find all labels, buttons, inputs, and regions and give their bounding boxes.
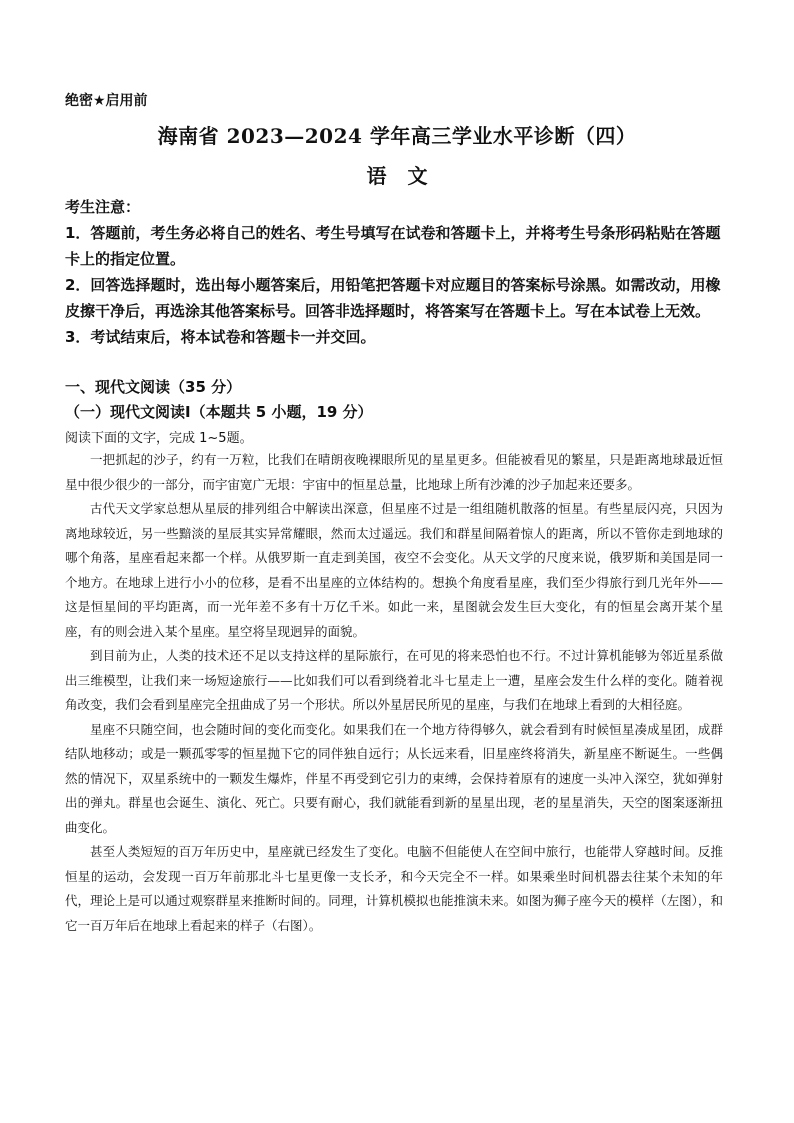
confidential-label: 绝密★启用前 [65, 93, 148, 109]
notice-heading: 考生注意： [65, 198, 141, 216]
exam-title: 海南省 2023—2024 学年高三学业水平诊断（四） [157, 124, 637, 148]
passage-paragraph: 甚至人类短短的百万年历史中，星座就已经发生了变化。电脑不但能使人在空间中旅行，也能带人穿越时间。反推恒星的运动，会发现一百万年前那北斗七星更像一支长矛，和今天完全不一样。如果乘坐时间机器去往某个未知的年代，理论上是可以通过观察群星来推断时间的。同理，计算机模拟也能推演未来。如图为狮子座今天的模样（左图），和它一百万年后在地球上看起来的样子（右图）。 [65, 844, 723, 933]
passage-paragraph: 一把抓起的沙子，约有一万粒，比我们在晴朗夜晚裸眼所见的星星更多。但能被看见的繁星，只是距离地球最近恒星中很少很少的一部分，而宇宙宽广无垠：宇宙中的恒星总量，比地球上所有沙滩的沙子加起来还要多。 [65, 452, 723, 492]
subject-title: 语 文 [366, 164, 428, 188]
reading-passage [65, 448, 723, 938]
notice-item: 3．考试结束后，将本试卷和答题卡一并交回。 [65, 328, 376, 346]
notice-item: 1．答题前，考生务必将自己的姓名、考生号填写在试卷和答题卡上，并将考生号条形码粘贴在答题卡上的指定位置。 [65, 224, 721, 268]
notice-item: 2．回答选择题时，选出每小题答案后，用铅笔把答题卡对应题目的答案标号涂黑。如需改动，用橡皮擦干净后，再选涂其他答案标号。回答非选择题时，将答案写在答题卡上。写在本试卷上无效。 [65, 276, 721, 320]
sub-heading: （一）现代文阅读Ⅰ（本题共 5 小题，19 分） [65, 403, 373, 421]
part-heading: 一、现代文阅读（35 分） [65, 378, 242, 396]
passage-paragraph: 古代天文学家总想从星辰的排列组合中解读出深意，但星座不过是一组组随机散落的恒星。有些星辰闪亮，只因为离地球较近，另一些黯淡的星辰其实异常耀眼，然而太过遥远。我们和群星间隔着惊人的距离，所以不管你走到地球的哪个角落，星座看起来都一个样。从俄罗斯一直走到美国，夜空不会变化。从天文学的尺度来说，俄罗斯和美国是同一个地方。在地球上进行小小的位移，是看不出星座的立体结构的。想换个角度看星座，我们至少得旅行到几光年外——这是恒星间的平均距离，而一光年差不多有十万亿千米。如此一来，星图就会发生巨大变化，有的恒星会离开某个星座，有的则会进入某个星座。星空将呈现迥异的面貌。 [65, 501, 723, 639]
passage-paragraph: 到目前为止，人类的技术还不足以支持这样的星际旅行，在可见的将来恐怕也不行。不过计算机能够为邻近星系做出三维模型，让我们来一场短途旅行——比如我们可以看到绕着北斗七星走上一遭，星座会发生什么样的变化。随着视角改变，我们会看到星座完全扭曲成了另一个形状。所以外星居民所见的星座，与我们在地球上看到的大相径庭。 [65, 648, 723, 712]
passage-paragraph: 星座不只随空间，也会随时间的变化而变化。如果我们在一个地方待得够久，就会看到有时候恒星凑成星团，成群结队地移动；或是一颗孤零零的恒星抛下它的同伴独自远行；从长远来看，旧星座终将消失，新星座不断诞生。一些偶然的情况下，双星系统中的一颗发生爆炸，伴星不再受到它引力的束缚，会保持着原有的速度一头冲入深空，犹如弹射出的弹丸。群星也会诞生、演化、死亡。只要有耐心，我们就能看到新的星星出现，老的星星消失，天空的图案逐渐扭曲变化。 [65, 721, 723, 835]
reading-instruction: 阅读下面的文字，完成 1~5题。 [65, 431, 253, 446]
exam-notice [65, 194, 730, 350]
